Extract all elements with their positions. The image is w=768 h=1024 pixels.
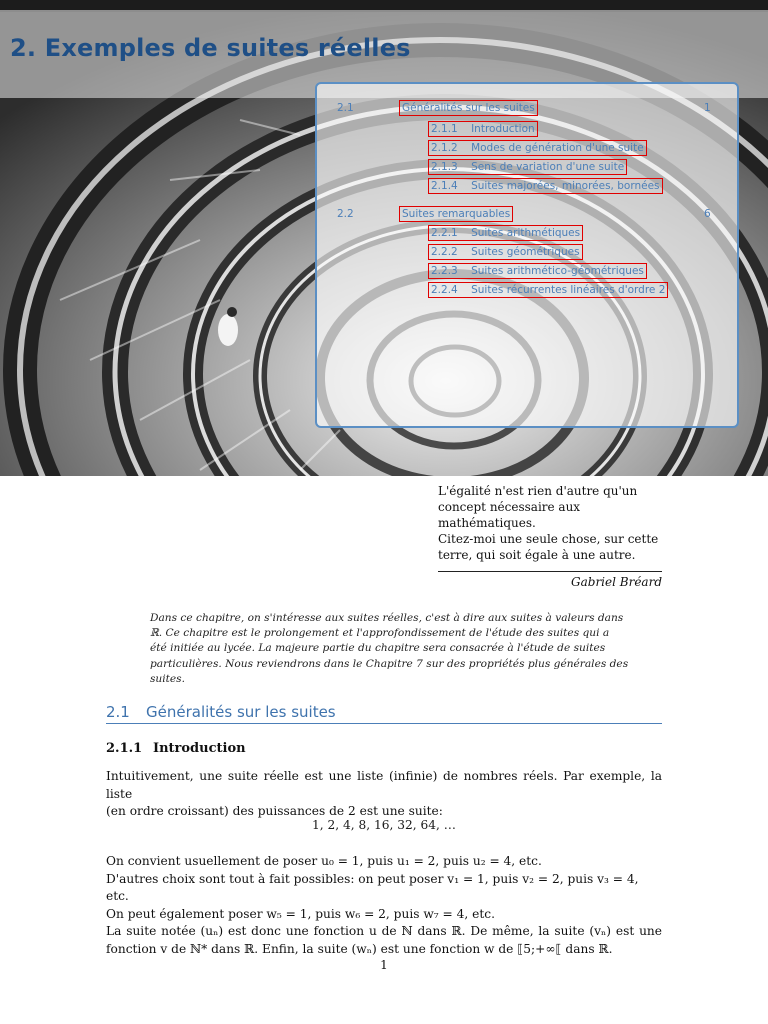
toc-section-link[interactable]: Généralités sur les suites (399, 100, 538, 116)
toc-subsection-label: Suites arithmétiques (471, 227, 581, 239)
toc-subsection-link[interactable] (428, 282, 668, 298)
subsection-heading (106, 741, 246, 756)
toc-subsection-link[interactable] (428, 140, 647, 156)
body-line: (en ordre croissant) des puissances de 2 est une suite: (106, 804, 443, 818)
body-line: La suite notée (uₙ) est donc une fonction u de ℕ dans ℝ. De même, la suite (vₙ) est une (106, 924, 662, 938)
toc-subsection-number: 2.1.1 (431, 123, 458, 135)
abstract-line: particulières. Nous reviendrons dans le Chapitre 7 sur des propriétés plus générales des (150, 657, 629, 670)
body-line: On convient usuellement de poser u₀ = 1, puis u₁ = 2, puis u₂ = 4, etc. (106, 854, 542, 868)
toc-subsection-label: Suites récurrentes linéaires d'ordre 2 (471, 284, 666, 296)
header-photo (0, 0, 768, 476)
toc-subsection-number: 2.2.1 (431, 227, 458, 239)
toc-subsection-link[interactable] (428, 121, 538, 137)
toc-section-number: 2.1 (337, 102, 354, 114)
body-line: Intuitivement, une suite réelle est une liste (infinie) de nombres réels. Par exemple, la liste (106, 769, 662, 801)
epigraph-line: Citez-moi une seule chose, sur cette (438, 532, 659, 546)
sequence-display: 1, 2, 4, 8, 16, 32, 64, … (312, 818, 456, 832)
abstract-line: Dans ce chapitre, on s'intéresse aux suites réelles, c'est à dire aux suites à valeurs dans (150, 612, 624, 624)
chapter-title: 2. Exemples de suites réelles (10, 34, 411, 62)
toc-subsection-label: Suites majorées, minorées, bornées (471, 180, 660, 192)
epigraph (438, 483, 662, 590)
toc-subsection-number: 2.2.4 (431, 284, 458, 296)
toc-page-number[interactable]: 6 (704, 208, 711, 220)
toc-subsection-label: Suites arithmético-géométriques (471, 265, 644, 277)
body-line: D'autres choix sont tout à fait possibles: on peut poser v₁ = 1, puis v₂ = 2, puis v₃ = 4, etc. (106, 871, 639, 903)
epigraph-line: terre, qui soit égale à une autre. (438, 548, 636, 562)
body-line: On peut également poser w₅ = 1, puis w₆ = 2, puis w₇ = 4, etc. (106, 906, 495, 921)
notation-paragraph (106, 853, 662, 958)
section-heading (106, 703, 662, 724)
toc-subsection-link[interactable] (428, 244, 583, 260)
toc-section-row[interactable] (337, 102, 717, 116)
toc-subsection-label: Modes de génération d'une suite (471, 142, 644, 154)
toc-subsection-number: 2.2.3 (431, 265, 458, 277)
abstract-line: suites. (150, 672, 185, 685)
toc-subsection-link[interactable] (428, 159, 627, 175)
toc-subsection-link[interactable] (428, 225, 583, 241)
abstract-line: ℝ. Ce chapitre est le prolongement et l'approfondissement de l'étude des suites qui a (150, 627, 610, 640)
subsection-number: 2.1.1 (106, 741, 143, 756)
toc-section-link[interactable]: Suites remarquables (399, 206, 513, 222)
subsection-title: Introduction (153, 741, 246, 756)
epigraph-line: L'égalité n'est rien d'autre qu'un (438, 484, 638, 498)
toc-subsection-number: 2.1.4 (431, 180, 458, 192)
toc-subsection-label: Suites géométriques (471, 246, 580, 258)
page-number: 1 (380, 958, 388, 972)
toc-section-row[interactable] (337, 208, 717, 222)
abstract-line: été initiée au lycée. La majeure partie du chapitre sera consacrée à l'étude de suites (150, 642, 606, 655)
epigraph-line: concept nécessaire aux mathématiques. (438, 500, 581, 530)
toc-subsection-number: 2.1.3 (431, 161, 458, 173)
section-number: 2.1 (106, 703, 130, 721)
toc-subsection-label: Introduction (471, 123, 535, 135)
toc-subsection-label: Sens de variation d'une suite (471, 161, 625, 173)
toc-subsection-link[interactable] (428, 178, 663, 194)
toc-subsection-number: 2.1.2 (431, 142, 458, 154)
table-of-contents (315, 82, 739, 428)
section-title: Généralités sur les suites (146, 703, 336, 721)
epigraph-author: Gabriel Bréard (438, 571, 662, 590)
chapter-abstract (150, 611, 630, 687)
toc-page-number[interactable]: 1 (704, 102, 711, 114)
intro-paragraph (106, 768, 662, 821)
toc-subsection-link[interactable] (428, 263, 647, 279)
body-line: fonction v de ℕ* dans ℝ. Enfin, la suite (wₙ) est une fonction w de ⟦5;+∞⟦ dans ℝ. (106, 941, 613, 956)
toc-subsection-number: 2.2.2 (431, 246, 458, 258)
toc-section-number: 2.2 (337, 208, 354, 220)
